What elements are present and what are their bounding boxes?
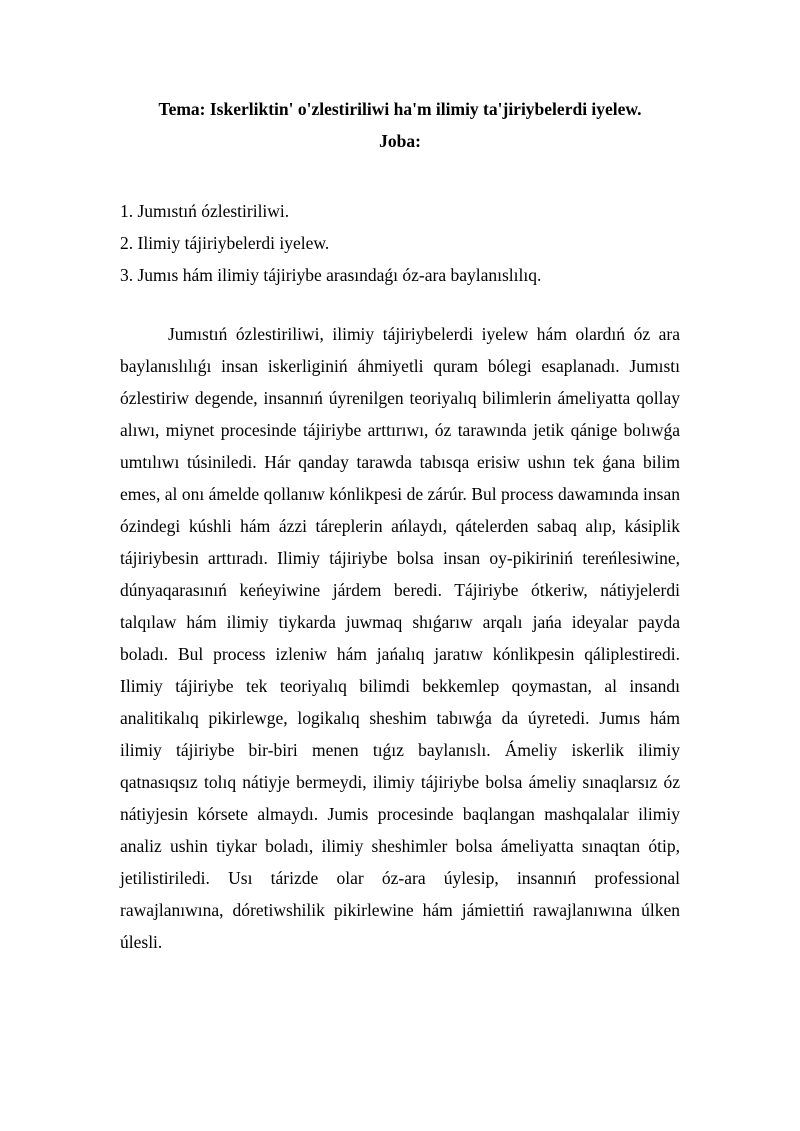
- plan-item-2: 2. Ilimiy tájiriybelerdi iyelew.: [120, 233, 330, 253]
- plan-heading: Joba:: [379, 131, 421, 151]
- plan-item-3: 3. Jumıs hám ilimiy tájiriybe arasındaǵı óz-ara baylanıslılıq.: [120, 265, 542, 285]
- body-paragraph: Jumıstıń ózlestiriliwi, ilimiy tájiriybelerdi iyelew hám olardıń óz ara baylanıslılıǵı insan iskerliginiń áhmiyetli quram bólegi esaplanadı. Jumıstı ózlestiriw degende, insannıń úyrenilgen teoriyalıq bilimlerin ámeliyatta qollay alıwı, miynet procesinde tájiriybe arttırıwı, óz tarawında jetik qánige bolıwǵa umtılıwı túsiniledi. Hár qanday tarawda tabısqa erisiw ushın tek ǵana bilim emes, al onı ámelde qollanıw kónlikpesi de zárúr. Bul process dawamında insan ózindegi kúshli hám ázzi táreplerin ańlaydı, qátelerden sabaq alıp, kásiplik tájiriybesin arttıradı. Ilimiy tájiriybe bolsa insan oy-pikiriniń tereńlesiwine, dúnyaqarasınıń keńeyiwine járdem beredi. Tájiriybe ótkeriw, nátiyjelerdi talqılaw hám ilimiy tiykarda juwmaq shıǵarıw arqalı jańa ideyalar payda boladı. Bul process izleniw hám jańalıq jaratıw kónlikpesin qáliplestiredi. Ilimiy tájiriybe tek teoriyalıq bilimdi bekkemlep qoymastan, al insandı analitikalıq pikirlewge, logikalıq sheshim tabıwǵa da úyretedi. Jumıs hám ilimiy tájiriybe bir-biri menen tıǵız baylanıslı. Ámeliy iskerlik ilimiy qatnasıqsız tolıq nátiyje bermeydi, ilimiy tájiriybe bolsa ámeliy sınaqlarsız óz nátiyjesin kórsete almaydı. Jumis procesinde baqlangan mashqalalar ilimiy analiz ushin tiykar boladı, ilimiy sheshimler bolsa ámeliyatta sınaqtan ótip, jetilistiriledi. Usı tárizde olar óz-ara úylesip, insannıń professional rawajlanıwına, dóretiwshilik pikirlewine hám jámiettiń rawajlanıwına úlken úlesli.: [120, 324, 680, 952]
- plan-list: [120, 195, 680, 291]
- plan-item-1: 1. Jumıstıń ózlestiriliwi.: [120, 201, 290, 221]
- document-title: Tema: Iskerliktin' o'zlestiriliwi ha'm ilimiy ta'jiriybelerdi iyelew.: [158, 99, 642, 119]
